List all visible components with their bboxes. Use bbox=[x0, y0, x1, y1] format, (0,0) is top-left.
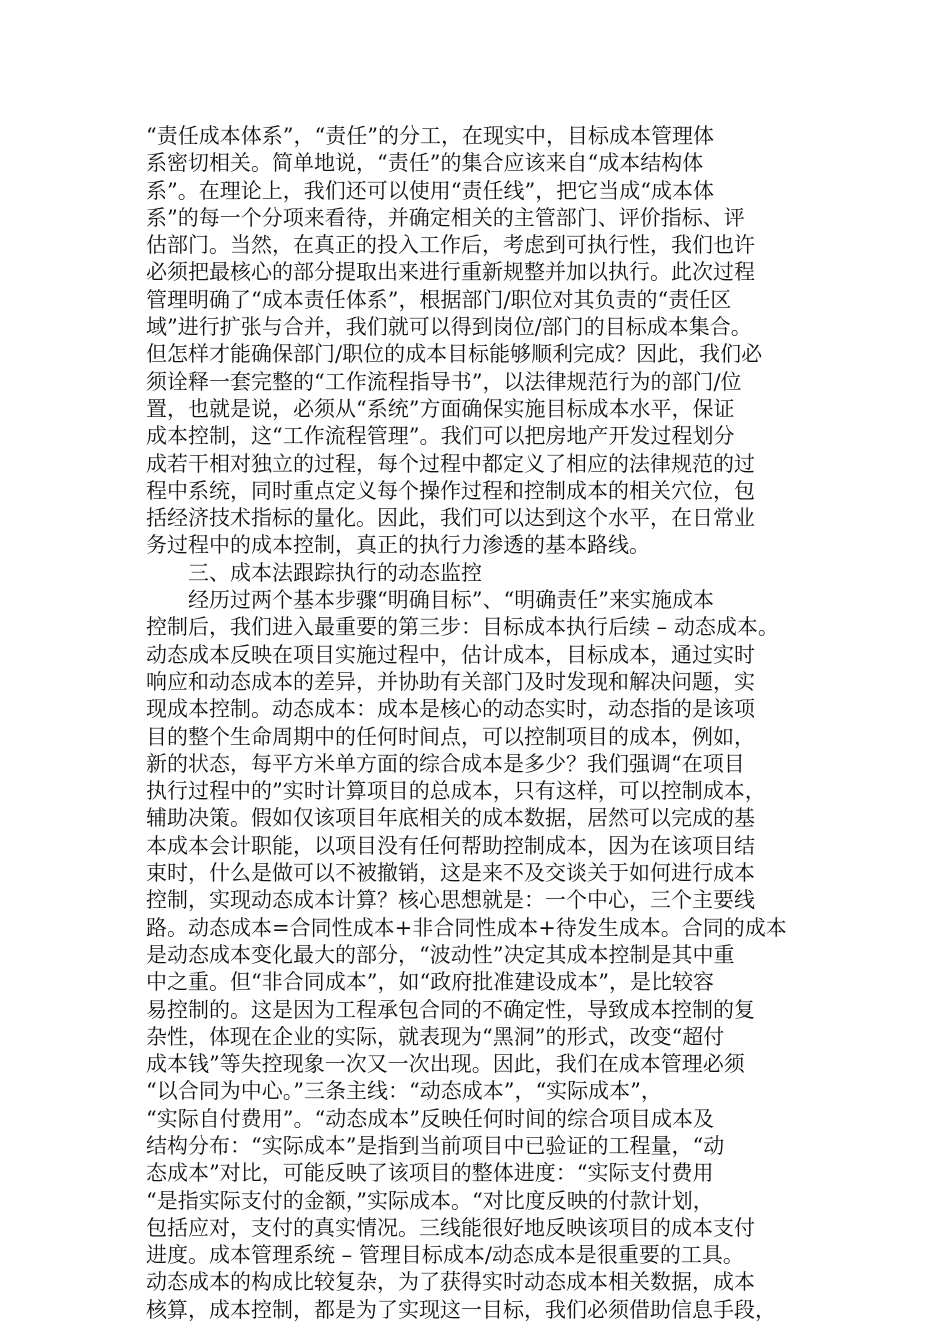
text-line: 现成本控制。动态成本：成本是核心的动态实时，动态指的是该项 bbox=[146, 697, 755, 722]
text-line: 目的整个生命周期中的任何时间点，可以控制项目的成本，例如， bbox=[146, 724, 755, 749]
text-line: 括经济技术指标的量化。因此，我们可以达到这个水平，在日常业 bbox=[146, 506, 755, 531]
text-line: 动态成本的构成比较复杂，为了获得实时动态成本相关数据，成本 bbox=[146, 1270, 755, 1295]
text-line: 控制，实现动态成本计算？核心思想就是：一个中心，三个主要线 bbox=[146, 888, 755, 913]
text-line: 本成本会计职能，以项目没有任何帮助控制成本，因为在该项目结 bbox=[146, 833, 755, 858]
text-line: 经历过两个基本步骤“明确目标”、“明确责任”来实施成本 bbox=[188, 588, 714, 613]
text-line: 置，也就是说，必须从“系统”方面确保实施目标成本水平，保证 bbox=[146, 396, 735, 421]
text-line: 务过程中的成本控制，真正的执行力渗透的基本路线。 bbox=[146, 533, 650, 558]
text-line: 响应和动态成本的差异，并协助有关部门及时发现和解决问题，实 bbox=[146, 669, 755, 694]
text-line: “责任成本体系”，“责任”的分工，在现实中，目标成本管理体 bbox=[146, 124, 714, 148]
text-line: 执行过程中的”实时计算项目的总成本，只有这样，可以控制成本， bbox=[146, 779, 766, 804]
text-line: 成本控制，这“工作流程管理”。我们可以把房地产开发过程划分 bbox=[146, 424, 735, 449]
text-line: 成若干相对独立的过程，每个过程中都定义了相应的法律规范的过 bbox=[146, 451, 755, 476]
text-line: 估部门。当然，在真正的投入工作后，考虑到可执行性，我们也许 bbox=[146, 233, 755, 258]
text-line: 核算，成本控制，都是为了实现这一目标，我们必须借助信息手段， bbox=[146, 1297, 776, 1322]
text-line: 域”进行扩张与合并，我们就可以得到岗位/部门的目标成本集合。 bbox=[146, 315, 752, 340]
text-line: 动态成本反映在项目实施过程中，估计成本，目标成本，通过实时 bbox=[146, 642, 755, 667]
text-line: 中之重。但“非合同成本”，如“政府批准建设成本”，是比较容 bbox=[146, 970, 714, 995]
text-line: “以合同为中心。”三条主线：“动态成本”，“实际成本”， bbox=[146, 1079, 662, 1104]
text-line: 程中系统，同时重点定义每个操作过程和控制成本的相关穴位，包 bbox=[146, 478, 755, 503]
text-line: 束时，什么是做可以不被撤销，这是来不及交谈关于如何进行成本 bbox=[146, 861, 755, 886]
text-line: 系”。在理论上，我们还可以使用“责任线”，把它当成“成本体 bbox=[146, 178, 714, 203]
text-line: “实际自付费用”。“动态成本”反映任何时间的综合项目成本及 bbox=[146, 1106, 714, 1131]
text-line: 路。动态成本=合同性成本+非合同性成本+待发生成本。合同的成本 bbox=[146, 915, 787, 940]
text-line: 结构分布：“实际成本”是指到当前项目中已验证的工程量，“动 bbox=[146, 1133, 725, 1158]
text-line: 系”的每一个分项来看待，并确定相关的主管部门、评价指标、评 bbox=[146, 205, 745, 230]
text-line: 进度。成本管理系统 – 管理目标成本/动态成本是很重要的工具。 bbox=[146, 1243, 744, 1268]
text-line: 易控制的。这是因为工程承包合同的不确定性，导致成本控制的复 bbox=[146, 997, 755, 1022]
text-line: 包括应对，支付的真实情况。三线能很好地反映该项目的成本支付 bbox=[146, 1215, 755, 1240]
text-line: 须诠释一套完整的“工作流程指导书”，以法律规范行为的部门/位 bbox=[146, 369, 742, 394]
text-line: “是指实际支付的金额，”实际成本。“对比度反映的付款计划， bbox=[146, 1188, 714, 1213]
text-line: 系密切相关。简单地说，“责任”的集合应该来自“成本结构体 bbox=[146, 151, 704, 176]
text-line: 管理明确了“成本责任体系”，根据部门/职位对其负责的“责任区 bbox=[146, 287, 732, 312]
section-heading: 三、成本法跟踪执行的动态监控 bbox=[188, 560, 482, 585]
text-line: 态成本”对比，可能反映了该项目的整体进度：“实际支付费用 bbox=[146, 1161, 714, 1186]
text-line: 是动态成本变化最大的部分，“波动性”决定其成本控制是其中重 bbox=[146, 942, 735, 967]
text-line: 必须把最核心的部分提取出来进行重新规整并加以执行。此次过程 bbox=[146, 260, 755, 285]
text-line: 新的状态，每平方米单方面的综合成本是多少？我们强调“在项目 bbox=[146, 751, 745, 776]
text-line: 成本钱”等失控现象一次又一次出现。因此，我们在成本管理必须 bbox=[146, 1052, 745, 1077]
text-line: 控制后，我们进入最重要的第三步：目标成本执行后续 – 动态成本。 bbox=[146, 615, 779, 640]
document-body bbox=[146, 123, 846, 1324]
text-line: 杂性，体现在企业的实际，就表现为“黑洞”的形式，改变“超付 bbox=[146, 1024, 725, 1049]
text-line: 辅助决策。假如仅该项目年底相关的成本数据，居然可以完成的基 bbox=[146, 806, 755, 831]
text-line: 但怎样才能确保部门/职位的成本目标能够顺利完成？因此，我们必 bbox=[146, 342, 763, 367]
